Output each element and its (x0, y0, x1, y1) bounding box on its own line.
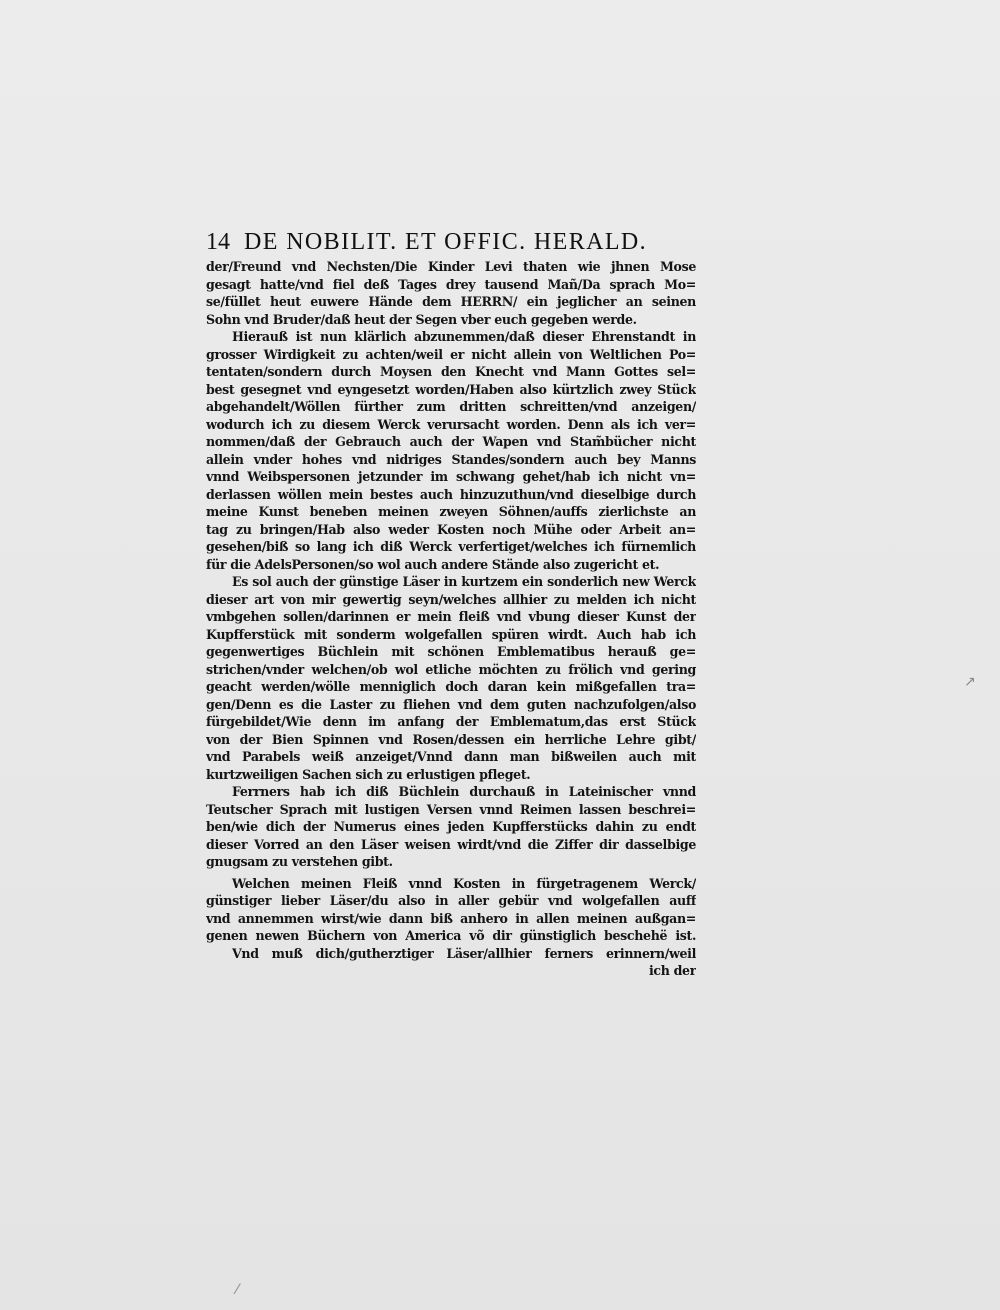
text-line: grosser Wirdigkeit zu achten/weil er nicht allein von Weltlichen Po= (206, 346, 696, 362)
text-line: tentaten/sondern durch Moysen den Knecht vnd Mann Gottes sel= (206, 364, 696, 379)
text-line: se/füllet heut euwere Hände dem HERRN/ ein jeglicher an seinen (206, 294, 696, 309)
text-line: vmbgehen sollen/darinnen er mein fleiß vnd vbung dieser Kunst der (206, 609, 696, 624)
text-line: abgehandelt/Wöllen fürther zum dritten schreitten/vnd anzeigen/ (206, 399, 696, 414)
running-header (206, 228, 696, 258)
text-line: geacht werden/wölle menniglich doch daran kein mißgefallen tra= (206, 679, 696, 694)
running-title: DE NOBILIT. ET OFFIC. HERALD. (244, 229, 648, 255)
text-line: Sohn vnd Bruder/daß heut der Segen vber euch gegeben werde. (206, 311, 637, 327)
text-line: ben/wie dich der Numerus eines jeden Kupfferstücks dahin zu endt (206, 819, 696, 834)
text-line: dieser Vorred an den Läser weisen wirdt/vnd die Ziffer dir dasselbige (206, 836, 696, 852)
text-line: tag zu bringen/Hab also weder Kosten noch Mühe oder Arbeit an= (206, 521, 696, 537)
text-line: für die AdelsPersonen/so wol auch andere Stände also zugericht et. (206, 556, 660, 572)
text-line: Vnd muß dich/gutherztiger Läser/allhier ferners erinnern/weil (232, 945, 696, 961)
text-line: fürgebildet/Wie denn im anfang der Emblematum,das erst Stück (206, 714, 696, 729)
margin-mark: ↗ (964, 674, 976, 690)
text-line: genen newen Büchern von America võ dir günstiglich beschehë ist. (206, 928, 696, 943)
text-line: gesehen/biß so lang ich diß Werck verfertiget/welches ich fürnemlich (206, 539, 696, 554)
text-line: gen/Denn es die Laster zu fliehen vnd dem guten nachzufolgen/also (206, 696, 696, 712)
text-line: vnd Parabels weiß anzeiget/Vnnd dann man bißweilen auch mit (206, 749, 696, 764)
text-line: kurtzweiligen Sachen sich zu erlustigen pfleget. (206, 766, 531, 782)
text-line: nommen/daß der Gebrauch auch der Wapen vnd Stam̃bücher nicht (206, 434, 696, 449)
text-line: günstiger lieber Läser/du also in aller gebür vnd wolgefallen auff (206, 893, 696, 908)
text-block (206, 228, 696, 980)
text-line: Hierauß ist nun klärlich abzunemmen/daß dieser Ehrenstandt in (232, 329, 696, 344)
text-line: Ferrners hab ich diß Büchlein durchauß in Lateinischer vnnd (232, 784, 696, 799)
text-line: best gesegnet vnd eyngesetzt worden/Haben also kürtzlich zwey Stück (206, 381, 696, 397)
page-number: 14 (206, 229, 230, 255)
text-line: vnnd Weibspersonen jetzunder im schwang gehet/hab ich nicht vn= (206, 469, 696, 484)
text-line: gnugsam zu verstehen gibt. (206, 854, 393, 869)
text-line: gegenwertiges Büchlein mit schönen Emblematibus herauß ge= (206, 644, 696, 659)
text-line: Teutscher Sprach mit lustigen Versen vnnd Reimen lassen beschrei= (206, 801, 696, 817)
catchword: ich der (649, 963, 696, 978)
text-line: gesagt hatte/vnd fiel deß Tages drey tausend Mañ/Da sprach Mo= (206, 276, 696, 292)
text-line: strichen/vnder welchen/ob wol etliche möchten zu frölich vnd gering (206, 661, 696, 677)
text-line: vnd annemmen wirst/wie dann biß anhero in allen meinen außgan= (206, 910, 696, 926)
margin-mark: ⁄ (236, 1282, 239, 1298)
text-line: Welchen meinen Fleiß vnnd Kosten in fürgetragenem Werck/ (232, 875, 696, 891)
text-line: wodurch ich zu diesem Werck verursacht worden. Denn als ich ver= (206, 416, 696, 432)
text-line: der/Freund vnd Nechsten/Die Kinder Levi thaten wie jhnen Mose (206, 259, 696, 274)
text-line: von der Bien Spinnen vnd Rosen/dessen ein herrliche Lehre gibt/ (206, 731, 696, 747)
text-line: dieser art von mir gewertig seyn/welches allhier zu melden ich nicht (206, 591, 696, 607)
text-line: allein vnder hohes vnd nidriges Standes/sondern auch bey Manns (206, 451, 696, 467)
text-line: Es sol auch der günstige Läser in kurtzem ein sonderlich new Werck (232, 574, 696, 589)
text-line: Kupfferstück mit sonderm wolgefallen spüren wirdt. Auch hab ich (206, 626, 696, 642)
text-line: meine Kunst beneben meinen zweyen Söhnen/auffs zierlichste an (206, 504, 696, 519)
text-line: derlassen wöllen mein bestes auch hinzuzuthun/vnd dieselbige durch (206, 486, 696, 502)
